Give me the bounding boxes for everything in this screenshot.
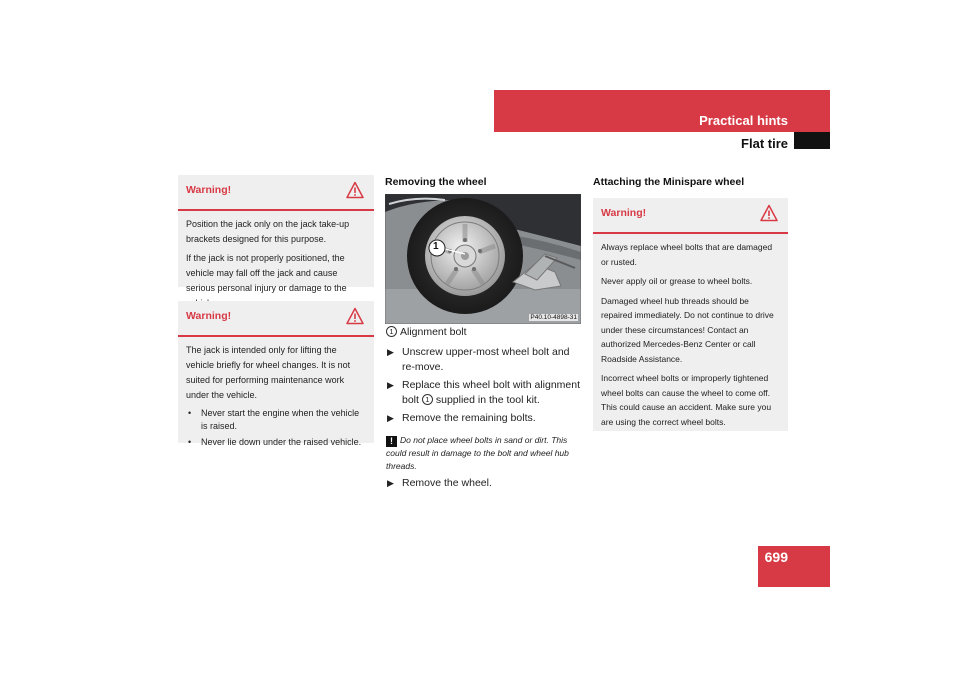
attaching-wheel-heading: Attaching the Minispare wheel [593, 176, 745, 188]
callout-number: 1 [386, 326, 397, 337]
step-arrow-icon: ▶ [387, 380, 394, 390]
removing-wheel-heading: Removing the wheel [385, 176, 487, 188]
warning-paragraph: Always replace wheel bolts that are damaged or rusted. [601, 242, 773, 267]
warning-bullet-list [186, 407, 366, 449]
warning-paragraph: Incorrect wheel bolts or improperly tightened wheel bolts can cause the wheel to come off. This could cause an accident. Make sure you are using the correct wheel bolts. [601, 373, 772, 427]
step-text: Remove the wheel. [402, 477, 492, 489]
warning-body [178, 337, 374, 449]
step-remove-wheel [387, 476, 583, 491]
warning-title: Warning! [186, 310, 232, 322]
warning-bullet: • Never lie down under the raised vehicle. [186, 436, 366, 449]
warning-paragraph: Damaged wheel hub threads should be repaired immediately. Do not continue to drive under these circumstances! Contact an authorized Mercedes-Benz Center or call Roadside Assistance. [601, 295, 774, 364]
page-number: 699 [764, 549, 788, 565]
step-arrow-icon: ▶ [387, 478, 394, 488]
subtitle-marker [794, 132, 830, 149]
warning-header [178, 175, 374, 211]
warning-body [593, 234, 788, 429]
warning-paragraph: The jack is intended only for lifting the vehicle briefly for wheel changes. It is not suited for performing maintenance work under the vehicle. [186, 345, 351, 400]
wheel-removal-photo [385, 194, 581, 324]
note-text: Do not place wheel bolts in sand or dirt. This could result in damage to the bolt and wheel hub threads. [386, 435, 569, 471]
warning-box-jack-use [178, 301, 374, 447]
page-subtitle: Flat tire [741, 136, 788, 151]
warning-title: Warning! [186, 184, 232, 196]
warning-triangle-icon [346, 307, 364, 325]
figure-code: P40.10-4898-31 [530, 314, 577, 321]
warning-box-wheel-bolts [593, 198, 788, 431]
step-arrow-icon: ▶ [387, 413, 394, 423]
legend-text: Alignment bolt [400, 326, 467, 338]
exclamation-icon: ! [386, 436, 397, 447]
step-remove-bolts [387, 411, 583, 426]
section-title: Practical hints [699, 113, 788, 128]
step-arrow-icon: ▶ [387, 347, 394, 357]
step-replace-bolt [387, 378, 583, 408]
warning-bullet: • Never start the engine when the vehicle is raised. [186, 407, 366, 433]
wheel-illustration [385, 194, 581, 324]
step-text: Unscrew upper-most wheel bolt and re-move. [402, 346, 570, 373]
warning-body [178, 211, 374, 311]
warning-paragraph: Never apply oil or grease to wheel bolts. [601, 276, 753, 286]
warning-triangle-icon [760, 204, 778, 222]
step-unscrew-bolt [387, 345, 583, 375]
warning-box-jack-position [178, 175, 374, 293]
callout-number: 1 [422, 394, 433, 405]
warning-title: Warning! [601, 207, 647, 219]
warning-triangle-icon [346, 181, 364, 199]
figure-legend [386, 325, 467, 340]
warning-header [593, 198, 788, 234]
warning-paragraph: Position the jack only on the jack take-up brackets designed for this purpose. [186, 219, 350, 244]
step-text: Replace this wheel bolt with alignment bolt 1 supplied in the tool kit. [402, 379, 581, 406]
warning-header [178, 301, 374, 337]
step-text: Remove the remaining bolts. [402, 412, 536, 424]
caution-note [386, 434, 584, 472]
warning-paragraph: If the jack is not properly positioned, the vehicle may fall off the jack and cause serious personal injury or damage to the [186, 253, 347, 293]
figure-callout-number: 1 [433, 241, 439, 252]
